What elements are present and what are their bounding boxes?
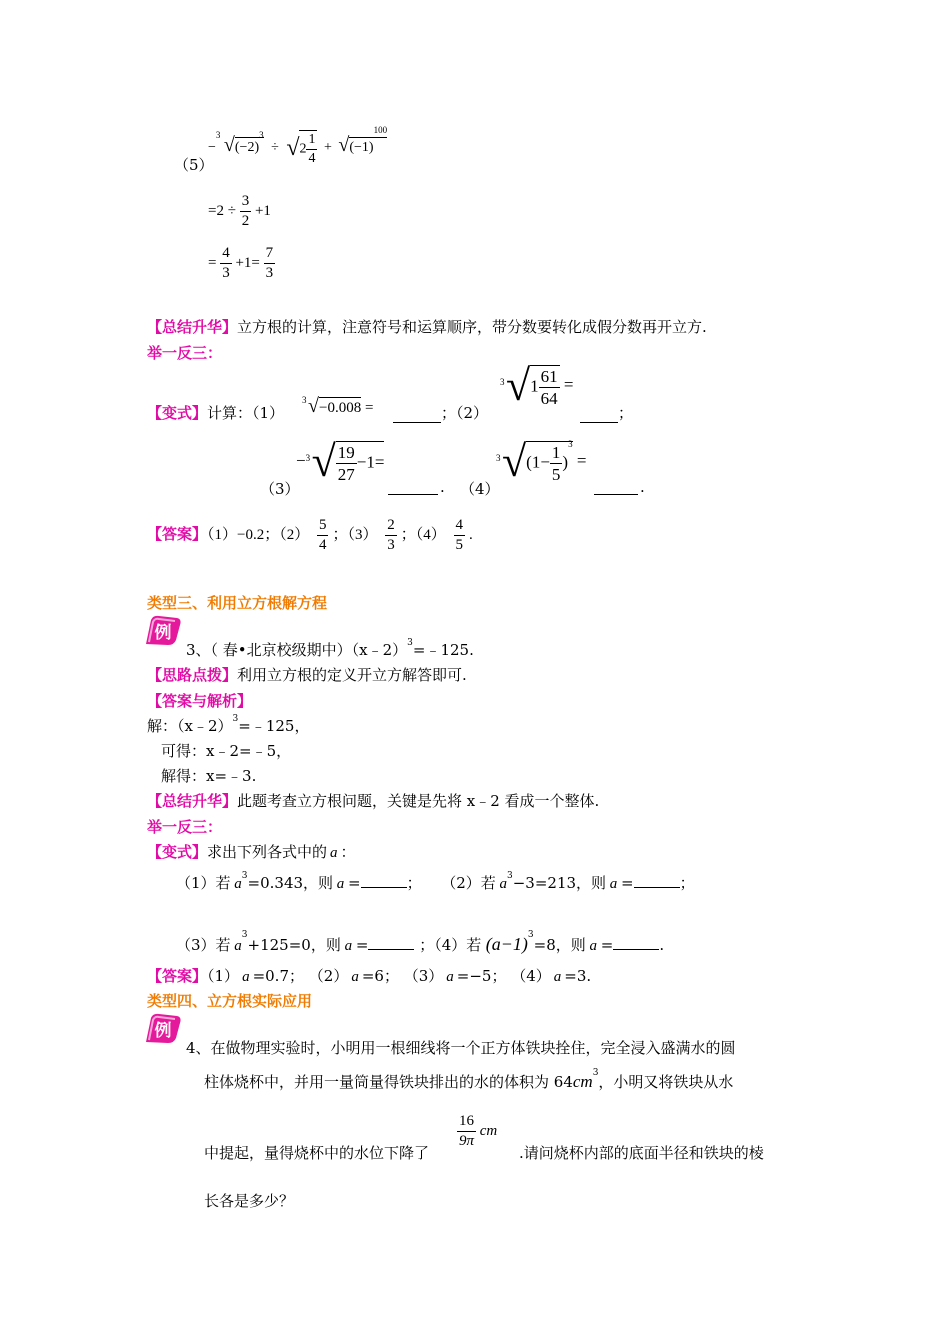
variant-1-q4: 3 √(1− $\frac{1}{5}$ )$^3$ = xyxy=(496,437,587,486)
solution-line-1: 解：（x﹣2）$^3$=﹣125， xyxy=(147,714,310,735)
example-4-line3: 中提起，量得烧杯中的水位下降了 xyxy=(204,1144,430,1162)
example-badge-4 xyxy=(143,1012,183,1046)
variant-2-row2: （3）若 $a^3+125=0$，则 a = ；（4）若 $(a-1)^3=8$，则 a = . xyxy=(176,930,665,954)
variant-1-blank1 xyxy=(393,422,441,423)
variant-1-label4: （4） xyxy=(460,480,500,498)
p5-expression: − 3 $√(-2)^3 \div √2$ $\frac{1}{4}$ + $√(-1)^{100}$ xyxy=(208,125,388,166)
variant-1-label3: （3） xyxy=(260,480,300,498)
example-4-line1: 4、在做物理实验时，小明用一根细线将一个正方体铁块拴住，完全浸入盛满水的圆 xyxy=(186,1039,736,1057)
variant-1-sep1: ；（2） xyxy=(441,404,489,422)
juyi-heading-1: 举一反三： xyxy=(147,344,223,362)
variant-1-q2: 3 √1 $\frac{61}{64}$ = xyxy=(500,361,574,410)
variant-1-blank3 xyxy=(388,494,438,495)
svg-text:例: 例 xyxy=(154,623,172,643)
variant-1-dot4: . xyxy=(640,478,645,496)
variant-1-row1: 【变式】计算：（1） xyxy=(147,404,285,422)
summary-2: 【总结升华】此题考查立方根问题，关键是先将 x﹣2 看成一个整体. xyxy=(147,792,600,810)
variant-1-q1: 3 √−0.008 = xyxy=(302,395,374,417)
example-4-line2: 柱体烧杯中，并用一量筒量得铁块排出的水的体积为 $64cm^3$，小明又将铁块从水 xyxy=(204,1068,734,1091)
solution-line-3: 解得：x=﹣3. xyxy=(161,767,257,785)
example-4-line4: 长各是多少？ xyxy=(204,1192,295,1210)
variant-2-intro: 【变式】求出下列各式中的 a ： xyxy=(147,843,356,861)
example-badge-3 xyxy=(143,614,183,648)
example-4-fraction: $\frac{16}{9\pi}$ cm xyxy=(459,1113,498,1149)
variant-1-q3: − 3 √ $\frac{19}{27}$ −1= xyxy=(296,437,385,486)
juyi-heading-2: 举一反三： xyxy=(147,818,223,836)
variant-1-dot3: . xyxy=(440,478,445,496)
summary-1: 【总结升华】立方根的计算，注意符号和运算顺序，带分数要转化成假分数再开立方. xyxy=(147,318,707,336)
summary-tag: 【总结升华】 xyxy=(147,318,238,336)
type4-heading: 类型四、立方根实际应用 xyxy=(147,992,313,1010)
hint-3: 【思路点拨】利用立方根的定义开立方解答即可. xyxy=(147,666,467,684)
solution-line-2: 可得：x﹣2=﹣5， xyxy=(161,742,292,760)
p5-label: （5） xyxy=(174,156,214,174)
type3-heading: 类型三、利用立方根解方程 xyxy=(147,594,328,612)
p5-step1: =2 ÷ $\frac{3}{2}$ +1 xyxy=(208,193,271,229)
variant-2-row1: （1）若 $a^3=0.343$，则 a = ； （2）若 $a^3-3=213$，则 a = ； xyxy=(176,871,695,892)
answer-2: 【答案】（1） a =0.7； （2） a =6； （3） a =−5； （4） a =3. xyxy=(147,967,592,985)
answer-analysis-tag: 【答案与解析】 xyxy=(147,692,253,710)
svg-text:例: 例 xyxy=(154,1021,172,1041)
example-4-line3b: .请问烧杯内部的底面半径和铁块的棱 xyxy=(519,1144,764,1162)
variant-1-blank4 xyxy=(594,494,638,495)
example-3-text: 3、（ 春•北京校级期中）（x﹣2）$^3$=﹣125. xyxy=(186,638,474,659)
variant-1-semi: ； xyxy=(618,404,634,422)
answer-1: 【答案】（1）−0.2；（2） $\frac{5}{4}$ ；（3） $\frac{2}{3}$ ；（4） $\frac{4}{5}$ . xyxy=(147,517,473,553)
p5-step2: = $\frac{4}{3}$ +1= $\frac{7}{3}$ xyxy=(208,245,274,281)
variant-1-blank2 xyxy=(580,422,618,423)
